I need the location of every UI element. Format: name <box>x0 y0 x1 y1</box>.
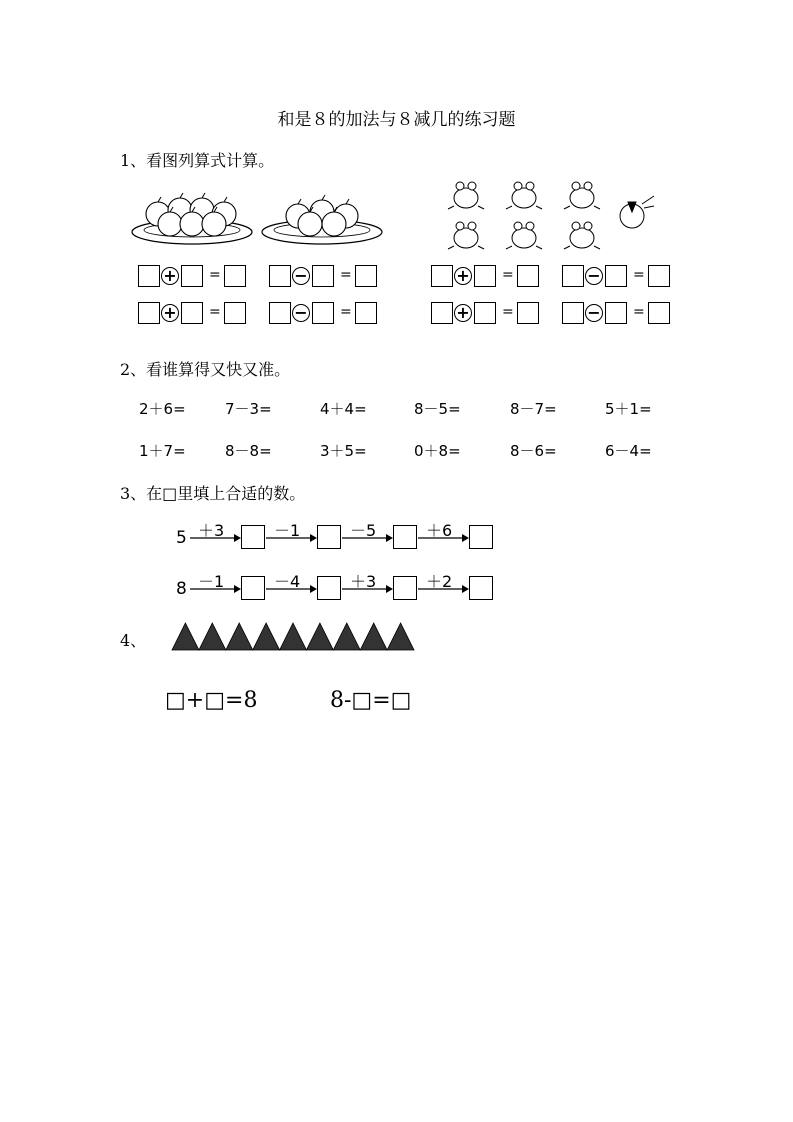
calc-item: 4＋4= <box>320 400 367 418</box>
section-4-heading: 4、 <box>120 631 147 650</box>
answer-box[interactable] <box>181 265 203 287</box>
section-1-heading: 1、看图列算式计算。 <box>120 151 275 170</box>
answer-box[interactable] <box>269 265 291 287</box>
arrow-right-icon <box>342 533 394 543</box>
chain-start-number: 8 <box>176 579 187 599</box>
calc-item: 8－5= <box>414 400 461 418</box>
answer-box[interactable] <box>317 576 341 600</box>
minus-circle-icon: − <box>585 267 603 285</box>
calc-item: 0＋8= <box>414 442 461 460</box>
answer-box[interactable] <box>269 302 291 324</box>
equals-sign: = <box>340 267 352 283</box>
answer-box[interactable] <box>562 302 584 324</box>
triangle-shape <box>199 623 226 650</box>
plus-circle-icon: + <box>454 304 472 322</box>
calc-item: 6－4= <box>605 442 652 460</box>
step-label: ＋3 <box>350 572 377 591</box>
triangles-illustration <box>172 622 414 652</box>
section-2-heading: 2、看谁算得又快又准。 <box>120 360 291 379</box>
answer-box[interactable] <box>517 302 539 324</box>
answer-box[interactable] <box>241 525 265 549</box>
answer-box[interactable] <box>431 265 453 287</box>
arrow-right-icon <box>342 584 394 594</box>
step-label: －1 <box>274 521 301 540</box>
arrow-right-icon <box>266 533 318 543</box>
equals-sign: = <box>633 304 645 320</box>
answer-box[interactable] <box>474 265 496 287</box>
equals-sign: = <box>209 304 221 320</box>
triangle-shape <box>253 623 280 650</box>
calc-item: 1＋7= <box>139 442 186 460</box>
step-label: ＋6 <box>426 521 453 540</box>
step-label: ＋3 <box>198 521 225 540</box>
triangle-shape <box>333 623 360 650</box>
equation-addition: □+□=8 <box>165 688 258 713</box>
arrow-right-icon <box>418 584 470 594</box>
minus-circle-icon: − <box>292 304 310 322</box>
triangle-shape <box>387 623 414 650</box>
apple-plates-illustration <box>130 190 390 250</box>
answer-box[interactable] <box>474 302 496 324</box>
page-title: 和是８的加法与８减几的练习题 <box>277 110 516 130</box>
calc-item: 3＋5= <box>320 442 367 460</box>
answer-box[interactable] <box>562 265 584 287</box>
plus-circle-icon: + <box>454 267 472 285</box>
equals-sign: = <box>502 304 514 320</box>
triangle-shape <box>306 623 333 650</box>
minus-circle-icon: − <box>292 267 310 285</box>
chain-start-number: 5 <box>176 528 187 548</box>
triangle-shape <box>360 623 387 650</box>
equation-subtraction: 8-□=□ <box>330 688 412 713</box>
arrow-right-icon <box>418 533 470 543</box>
answer-box[interactable] <box>648 302 670 324</box>
step-label: －5 <box>350 521 377 540</box>
triangle-shape <box>280 623 307 650</box>
answer-box[interactable] <box>224 265 246 287</box>
answer-box[interactable] <box>431 302 453 324</box>
minus-circle-icon: − <box>585 304 603 322</box>
step-label: －4 <box>274 572 301 591</box>
answer-box[interactable] <box>393 525 417 549</box>
calc-item: 8－6= <box>510 442 557 460</box>
answer-box[interactable] <box>312 302 334 324</box>
answer-box[interactable] <box>312 265 334 287</box>
answer-box[interactable] <box>241 576 265 600</box>
step-label: －1 <box>198 572 225 591</box>
answer-box[interactable] <box>138 265 160 287</box>
frogs-illustration <box>450 176 660 250</box>
equals-sign: = <box>340 304 352 320</box>
calc-item: 2＋6= <box>139 400 186 418</box>
answer-box[interactable] <box>469 525 493 549</box>
answer-box[interactable] <box>355 302 377 324</box>
equals-sign: = <box>502 267 514 283</box>
step-label: ＋2 <box>426 572 453 591</box>
plus-circle-icon: + <box>161 304 179 322</box>
calc-item: 7－3= <box>225 400 272 418</box>
answer-box[interactable] <box>393 576 417 600</box>
calc-item: 8－7= <box>510 400 557 418</box>
answer-box[interactable] <box>605 265 627 287</box>
equals-sign: = <box>209 267 221 283</box>
answer-box[interactable] <box>469 576 493 600</box>
answer-box[interactable] <box>517 265 539 287</box>
answer-box[interactable] <box>605 302 627 324</box>
calc-item: 5＋1= <box>605 400 652 418</box>
answer-box[interactable] <box>317 525 341 549</box>
answer-box[interactable] <box>648 265 670 287</box>
triangle-shape <box>226 623 253 650</box>
calc-item: 8－8= <box>225 442 272 460</box>
answer-box[interactable] <box>355 265 377 287</box>
arrow-right-icon <box>190 584 242 594</box>
plus-circle-icon: + <box>161 267 179 285</box>
arrow-right-icon <box>190 533 242 543</box>
arrow-right-icon <box>266 584 318 594</box>
section-3-heading: 3、在□里填上合适的数。 <box>120 484 306 503</box>
answer-box[interactable] <box>181 302 203 324</box>
answer-box[interactable] <box>138 302 160 324</box>
triangle-shape <box>172 623 199 650</box>
answer-box[interactable] <box>224 302 246 324</box>
equals-sign: = <box>633 267 645 283</box>
